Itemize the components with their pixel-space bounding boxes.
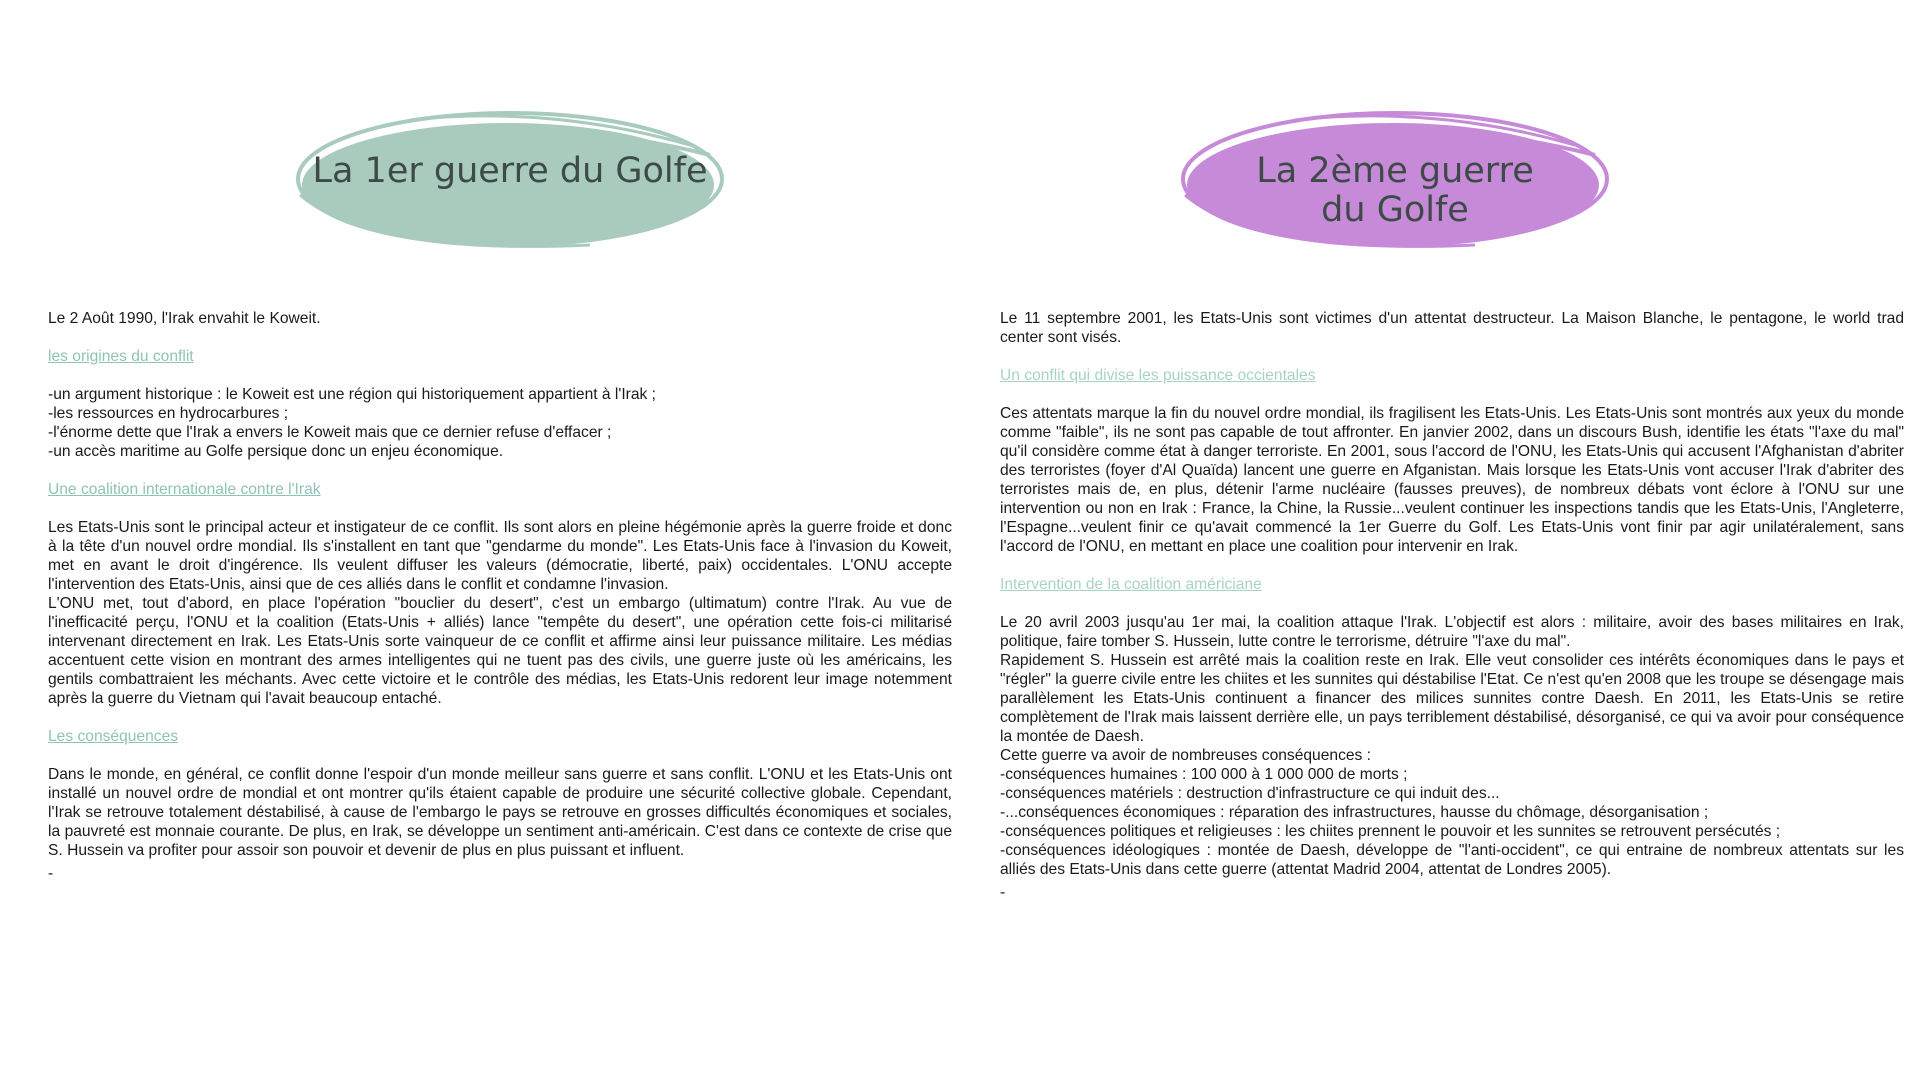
right-title-badge <box>1175 105 1615 255</box>
list-item: -conséquences humaines : 100 000 à 1 000 000 de morts ; <box>1000 766 1408 783</box>
left-column <box>48 309 952 883</box>
paragraph: Les Etats-Unis sont le principal acteur et instigateur de ce conflit. Ils sont alors en pleine hégémonie après la guerre froide et donc à la tête d'un nouvel ordre mondial. Ils s'installent en tant que "gendarme du monde". Les Etats-Unis face à l'invasion du Koweit, met en avant le droit d'ingérence. Ils veulent diffuser les valeurs (démocratie, liberté, paix) occidentales. L'ONU accepte l'intervention des Etats-Unis, ainsi que de ces alliés dans le conflit et condamne l'invasion. <box>48 519 952 593</box>
right-title: La 2ème guerre du Golfe <box>1256 151 1534 230</box>
right-intro: Le 11 septembre 2001, les Etats-Unis sont victimes d'un attentat destructeur. La Maison Blanche, le pentagone, le world trad center sont visés. <box>1000 310 1904 346</box>
right-column <box>1000 309 1904 902</box>
list-item: -les ressources en hydrocarbures ; <box>48 405 289 422</box>
paragraph: Ces attentats marque la fin du nouvel ordre mondial, ils fragilisent les Etats-Unis. Les Etats-Unis sont montrés aux yeux du monde comme "faible", ils ne sont pas capable de tout affronter. En janvier 2002, dans un discours Bush, identifie les états "l'axe du mal" qu'il considère comme état à danger terroriste. En 2001, sous l'accord de l'ONU, les Etats-Unis qui accusent l'Afghanistan d'abriter des terroristes (foyer d'Al Quaïda) lancent une guerre en Afganistan. Mais lorsque les Etats-Unis vont accuser l'Irak d'abriter des terroristes mais de, en plus, détenir l'arme nucléaire (fausses preuves), de nombreux débats vont éclore à l'ONU sur une intervention ou non en Irak : France, la Chine, la Russie...veulent continuer les inspections tandis que les Etats-Unis, l'Angleterre, l'Espagne...veulent finir ce qu'avait commencé la 1er Guerre du Golf. Les Etats-Unis vont finir par agir unilatéralement, sans l'accord de l'ONU, en mettant en place une coalition pour intervenir en Irak. <box>1000 405 1904 555</box>
paragraph: Rapidement S. Hussein est arrêté mais la coalition reste en Irak. Elle veut consolider ces intérêts économiques dans le pays et "régler" la guerre civile entre les chiites et les sunnites qui déstabilise l'Etat. Ce n'est qu'en 2008 que les troupe se désengage mais parallèlement les Etats-Unis continuent a financer des milices sunnites contre Daesh. En 2011, les Etats-Unis se retire complètement de l'Irak mais laissent derrière elle, un pays terriblement déstabilisé, désorganisé, ce qui va avoir pour conséquence la montée de Daesh. <box>1000 652 1904 745</box>
list-item: -un argument historique : le Koweit est une région qui historiquement appartient à l'Irak ; <box>48 386 657 403</box>
list-item: -l'énorme dette que l'Irak a envers le Koweit mais que ce dernier refuse d'effacer ; <box>48 424 612 441</box>
list-item: -un accès maritime au Golfe persique donc un enjeu économique. <box>48 443 504 460</box>
trailing-dash: - <box>1000 884 1006 901</box>
list-item: -conséquences idéologiques : montée de Daesh, développe de "l'anti-occident", ce qui entraine de nombreux attentats sur les alliés des Etats-Unis dans cette guerre (attentat Madrid 2004, attentat de Londres 2005). <box>1000 842 1904 878</box>
left-heading-coalition: Une coalition internationale contre l'Irak <box>48 481 321 498</box>
paragraph: Dans le monde, en général, ce conflit donne l'espoir d'un monde meilleur sans guerre et sans conflit. L'ONU et les Etats-Unis ont installé un nouvel ordre de mondial et ont montrer qu'ils étaient capable de produire une sécurité collective globale. Cependant, l'Irak se retrouve totalement déstabilisé, à cause de l'embargo le pays se retrouve en grosses difficultés économiques et sociales, la pauvreté est monnaie courante. De plus, en Irak, se développe un sentiment anti-américain. C'est dans ce contexte de crise que S. Hussein va profiter pour assoir son pouvoir et devenir de plus en plus puissant et influent. <box>48 766 952 859</box>
paragraph: Le 20 avril 2003 jusqu'au 1er mai, la coalition attaque l'Irak. L'objectif est alors : militaire, avoir des bases militaires en Irak, politique, faire tomber S. Hussein, lutte contre le terrorisme, détruire "l'axe du mal". <box>1000 614 1904 650</box>
paragraph: Cette guerre va avoir de nombreuses conséquences : <box>1000 747 1371 764</box>
list-item: -conséquences politiques et religieuses : les chiites prennent le pouvoir et les sunnites se retrouvent persécutés ; <box>1000 823 1781 840</box>
list-item: -conséquences matériels : destruction d'infrastructure ce qui induit des... <box>1000 785 1500 802</box>
left-heading-consequences: Les conséquences <box>48 728 179 745</box>
trailing-dash: - <box>48 865 54 882</box>
list-item: -...conséquences économiques : réparation des infrastructures, hausse du chômage, désorganisation ; <box>1000 804 1709 821</box>
left-title: La 1er guerre du Golfe <box>312 151 708 191</box>
right-heading-divide: Un conflit qui divise les puissance occientales <box>1000 367 1316 384</box>
left-intro: Le 2 Août 1990, l'Irak envahit le Koweit. <box>48 310 321 327</box>
left-heading-origins: les origines du conflit <box>48 348 194 365</box>
paragraph: L'ONU met, tout d'abord, en place l'opération "bouclier du desert", c'est un embargo (ultimatum) contre l'Irak. Au vue de l'inefficacité perçu, l'ONU et la coalition (Etats-Unis + alliés) lance "tempête du desert", une opération cette fois-ci militarisé intervenant directement en Irak. Les Etats-Unis sorte vainqueur de ce conflit et affirme ainsi leur puissance militaire. Les médias accentuent cette vision en montrant des armes intelligentes qui ne tuent pas des civils, une guerre juste où les américains, les gentils combattraient les méchants. Avec cette victoire et le contrôle des médias, les Etats-Unis redorent leur image notemment après la guerre du Vietnam qui l'avait beaucoup entaché. <box>48 595 952 707</box>
left-title-badge <box>290 105 730 255</box>
right-heading-intervention: Intervention de la coalition américiane <box>1000 576 1262 593</box>
